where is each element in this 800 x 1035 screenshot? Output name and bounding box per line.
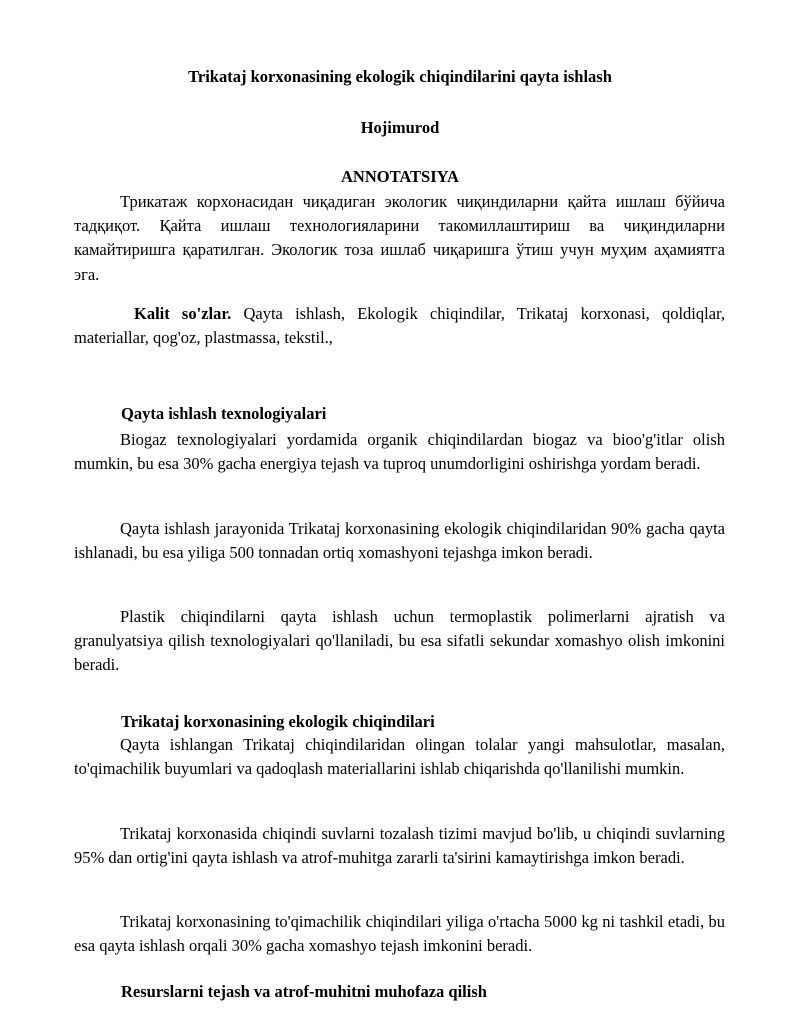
document-title: Trikataj korxonasining ekologik chiqindilarini qayta ishlash	[188, 67, 612, 86]
section-heading-recycling-technologies: Qayta ishlash texnologiyalari	[121, 404, 327, 423]
section-heading-ecological-waste: Trikataj korxonasining ekologik chiqindilari	[121, 712, 435, 731]
keywords-paragraph	[74, 302, 725, 350]
section-2-paragraph-3: Trikataj korxonasining to'qimachilik chiqindilari yiliga o'rtacha 5000 kg ni tashkil etadi, bu esa qayta ishlash orqali 30% gacha xomashyo tejash imkonini beradi.	[74, 912, 725, 956]
section-1-paragraph-3: Plastik chiqindilarni qayta ishlash uchun termoplastik polimerlarni ajratish va granulyatsiya qilish texnologiyalari qo'llaniladi, bu esa sifatli sekundar xomashyo olish imkonini beradi.	[74, 607, 725, 675]
annotation-heading: ANNOTATSIYA	[341, 167, 459, 186]
annotation-paragraph: Трикатаж корхонасидан чиқадиган экологик чиқиндиларни қайта ишлаш бўйича тадқиқот. Қайта ишлаш технологияларини такомиллаштириш ва чиқиндиларни камайтиришга қаратилган. Экологик тоза ишлаб чиқаришга ўтиш учун муҳим аҳамиятга эга.	[74, 192, 725, 284]
document-author: Hojimurod	[360, 118, 440, 137]
section-2-paragraph-2: Trikataj korxonasida chiqindi suvlarni tozalash tizimi mavjud bo'lib, u chiqindi suvlarning 95% dan ortig'ini qayta ishlash va atrof-muhitga zararli ta'sirini kamaytirishga imkon beradi.	[74, 824, 725, 868]
section-heading-resource-saving: Resurslarni tejash va atrof-muhitni muhofaza qilish	[121, 982, 487, 1001]
section-1-paragraph-2: Qayta ishlash jarayonida Trikataj korxonasining ekologik chiqindilaridan 90% gacha qayta ishlanadi, bu esa yiliga 500 tonnadan ortiq xomashyoni tejashga imkon beradi.	[74, 519, 725, 563]
section-2-paragraph-1: Qayta ishlangan Trikataj chiqindilaridan olingan tolalar yangi mahsulotlar, masalan, to'qimachilik buyumlari va qadoqlash materiallarini ishlab chiqarishda qo'llanilishi mumkin.	[74, 735, 725, 779]
section-1-paragraph-1: Biogaz texnologiyalari yordamida organik chiqindilardan biogaz va bioo'g'itlar olish mumkin, bu esa 30% gacha energiya tejash va tuproq unumdorligini oshirishga yordam beradi.	[74, 430, 725, 474]
keywords-label: Kalit so'zlar.	[134, 304, 232, 323]
keywords-text: Qayta ishlash, Ekologik chiqindilar, Trikataj korxonasi, qoldiqlar, materiallar, qog'oz, plastmassa, tekstil.,	[74, 304, 725, 348]
